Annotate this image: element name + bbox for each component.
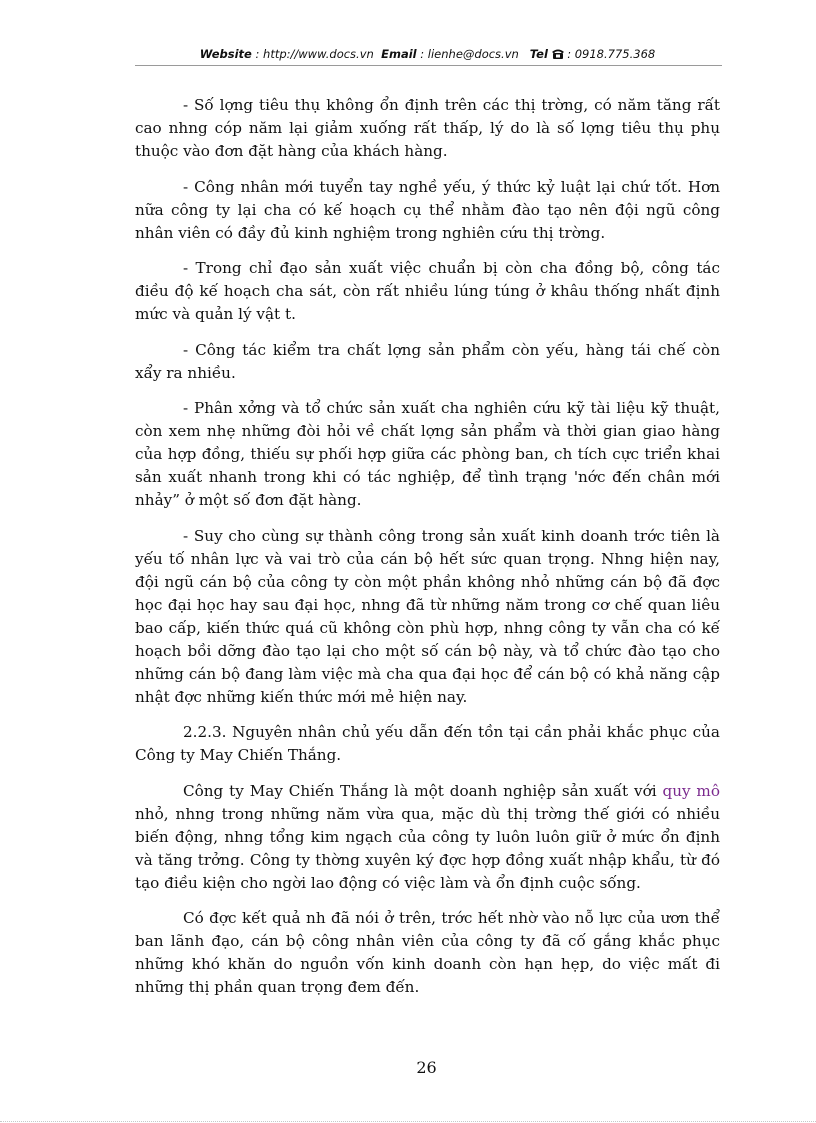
footer-divider	[0, 1121, 816, 1122]
paragraph-8-text-start: Công ty May Chiến Thắng là một doanh nghiệp sản xuất với	[183, 781, 663, 800]
paragraph-8	[135, 780, 720, 895]
email-value: : lienhe@docs.vn	[420, 47, 519, 61]
website-value: : http://www.docs.vn	[255, 47, 374, 61]
paragraph-3: - Trong chỉ đạo sản xuất việc chuẩn bị còn cha đồng bộ, công tác điều độ kế hoạch cha sát, còn rất nhiều lúng túng ở khâu thống nhất định mức và quản lý vật t.	[135, 259, 720, 323]
website-label: Website	[199, 47, 252, 61]
document-body	[135, 94, 720, 1012]
page-header	[135, 47, 720, 62]
paragraph-4: - Công tác kiểm tra chất lợng sản phẩm còn yếu, hàng tái chế còn xẩy ra nhiều.	[135, 340, 720, 382]
tel-value: : 0918.775.368	[567, 47, 656, 61]
page-number: 26	[416, 1058, 437, 1077]
tel-label: Tel	[529, 47, 548, 61]
paragraph-8-text-end: nhỏ, nhng trong những năm vừa qua, mặc dù thị trờng thế giới có nhiều biến động, nhng tổng kim ngạch của công ty luôn luôn giữ ở mức ổn định và tăng trởng. Công ty thờng xuyên ký đợc hợp đồng xuất nhập khẩu, từ đó tạo điều kiện cho ngời lao động có việc làm và ổn định cuộc sống.	[135, 804, 720, 892]
paragraph-9: Có đợc kết quả nh đã nói ở trên, trớc hết nhờ vào nỗ lực của ươn thể ban lãnh đạo, cán bộ công nhân viên của công ty đã cố gắng khắc phục những khó khăn do nguồn vốn kinh doanh còn hạn hẹp, do việc mất đi những thị phần quan trọng đem đến.	[135, 909, 720, 996]
paragraph-1: - Số lợng tiêu thụ không ổn định trên các thị trờng, có năm tăng rất cao nhng cóp năm lại giảm xuống rất thấp, lý do là số lợng tiêu thụ phụ thuộc vào đơn đặt hàng của khách hàng.	[135, 96, 720, 160]
phone-icon	[552, 48, 564, 62]
highlighted-term: quy mô	[662, 781, 720, 800]
paragraph-2: - Công nhân mới tuyển tay nghề yếu, ý thức kỷ luật lại chứ tốt. Hơn nữa công ty lại cha có kế hoạch cụ thể nhằm đào tạo nên đội ngũ công nhân viên có đầy đủ kinh nghiệm trong nghiên cứu thị trờng.	[135, 177, 720, 242]
header-divider	[135, 65, 722, 66]
section-heading-2-2-3: 2.2.3. Nguyên nhân chủ yếu dẫn đến tồn tại cần phải khắc phục của Công ty May Chiến Thắng.	[135, 723, 720, 764]
paragraph-6: - Suy cho cùng sự thành công trong sản xuất kinh doanh trớc tiên là yếu tố nhân lực và vai trò của cán bộ hết sức quan trọng. Nhng hiện nay, đội ngũ cán bộ của công ty còn một phần không nhỏ những cán bộ đã đợc học đại học hay sau đại học, nhng đã từ những năm trong cơ chế quan liêu bao cấp, kiến thức quá cũ không còn phù hợp, nhng công ty vẫn cha có kế hoạch bồi dỡng đào tạo lại cho một số cán bộ này, và tổ chức đào tạo cho những cán bộ đang làm việc mà cha qua đại học để cán bộ có khả năng cập nhật đợc những kiến thức mới mẻ hiện nay.	[135, 526, 720, 706]
paragraph-5: - Phân xởng và tổ chức sản xuất cha nghiên cứu kỹ tài liệu kỹ thuật, còn xem nhẹ những đòi hỏi về chất lợng sản phẩm và thời gian giao hàng của hợp đồng, thiếu sự phối hợp giữa các phòng ban, ch tích cực triển khai sản xuất nhanh trong khi có tác nghiệp, để tình trạng 'nớc đến chân mới nhảy” ở một số đơn đặt hàng.	[135, 399, 720, 509]
email-label: Email	[381, 47, 417, 61]
